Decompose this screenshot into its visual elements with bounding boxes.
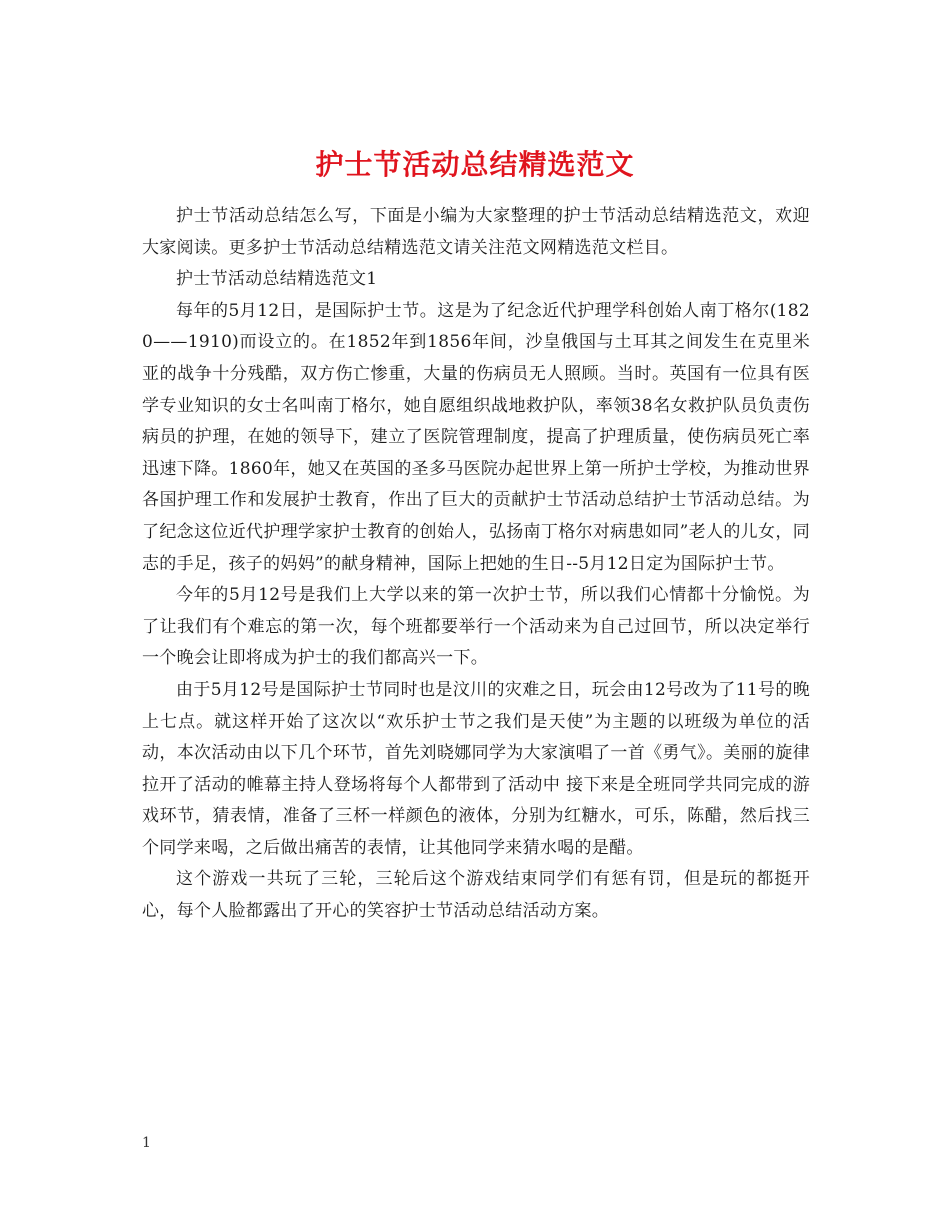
body-paragraph: 每年的5月12日，是国际护士节。这是为了纪念近代护理学科创始人南丁格尔(1820——1910)而设立的。在1852年到1856年间，沙皇俄国与土耳其之间发生在克里米亚的战争十分残酷，双方伤亡惨重，大量的伤病员无人照顾。当时。英国有一位具有医学专业知识的女士名叫南丁格尔，她自愿组织战地救护队，率领38名女救护队员负责伤病员的护理，在她的领导下，建立了医院管理制度，提高了护理质量，使伤病员死亡率迅速下降。1860年，她又在英国的圣多马医院办起世界上第一所护士学校，为推动世界各国护理工作和发展护士教育，作出了巨大的贡献护士节活动总结护士节活动总结。为了纪念这位近代护理学家护士教育的创始人，弘扬南丁格尔对病患如同”老人的儿女，同志的手足，孩子的妈妈”的献身精神，国际上把她的生日--5月12日定为国际护士节。 xyxy=(142,300,810,574)
section-heading: 护士节活动总结精选范文1 xyxy=(176,269,378,290)
body-paragraph: 由于5月12号是国际护士节同时也是汶川的灾难之日，玩会由12号改为了11号的晚上七点。就这样开始了这次以“欢乐护士节之我们是天使”为主题的以班级为单位的活动，本次活动由以下几个环节，首先刘晓娜同学为大家演唱了一首《勇气》。美丽的旋律拉开了活动的帷幕主持人登场将每个人都带到了活动中 接下来是全班同学共同完成的游戏环节，猜表情，准备了三杯一样颜色的液体，分别为红糖水，可乐，陈醋，然后找三个同学来喝，之后做出痛苦的表情，让其他同学来猜水喝的是醋。 xyxy=(142,679,810,858)
document-title: 护士节活动总结精选范文 xyxy=(315,147,635,181)
document-body xyxy=(142,201,810,928)
body-paragraph: 这个游戏一共玩了三轮，三轮后这个游戏结束同学们有惩有罚，但是玩的都挺开心，每个人脸都露出了开心的笑容护士节活动总结活动方案。 xyxy=(142,869,810,922)
body-paragraph: 今年的5月12号是我们上大学以来的第一次护士节，所以我们心情都十分愉悦。为了让我们有个难忘的第一次，每个班都要举行一个活动来为自己过回节，所以决定举行一个晚会让即将成为护士的我们都高兴一下。 xyxy=(142,585,810,669)
intro-paragraph: 护士节活动总结怎么写，下面是小编为大家整理的护士节活动总结精选范文，欢迎大家阅读。更多护士节活动总结精选范文请关注范文网精选范文栏目。 xyxy=(142,206,810,258)
page-number: 1 xyxy=(142,1135,151,1151)
